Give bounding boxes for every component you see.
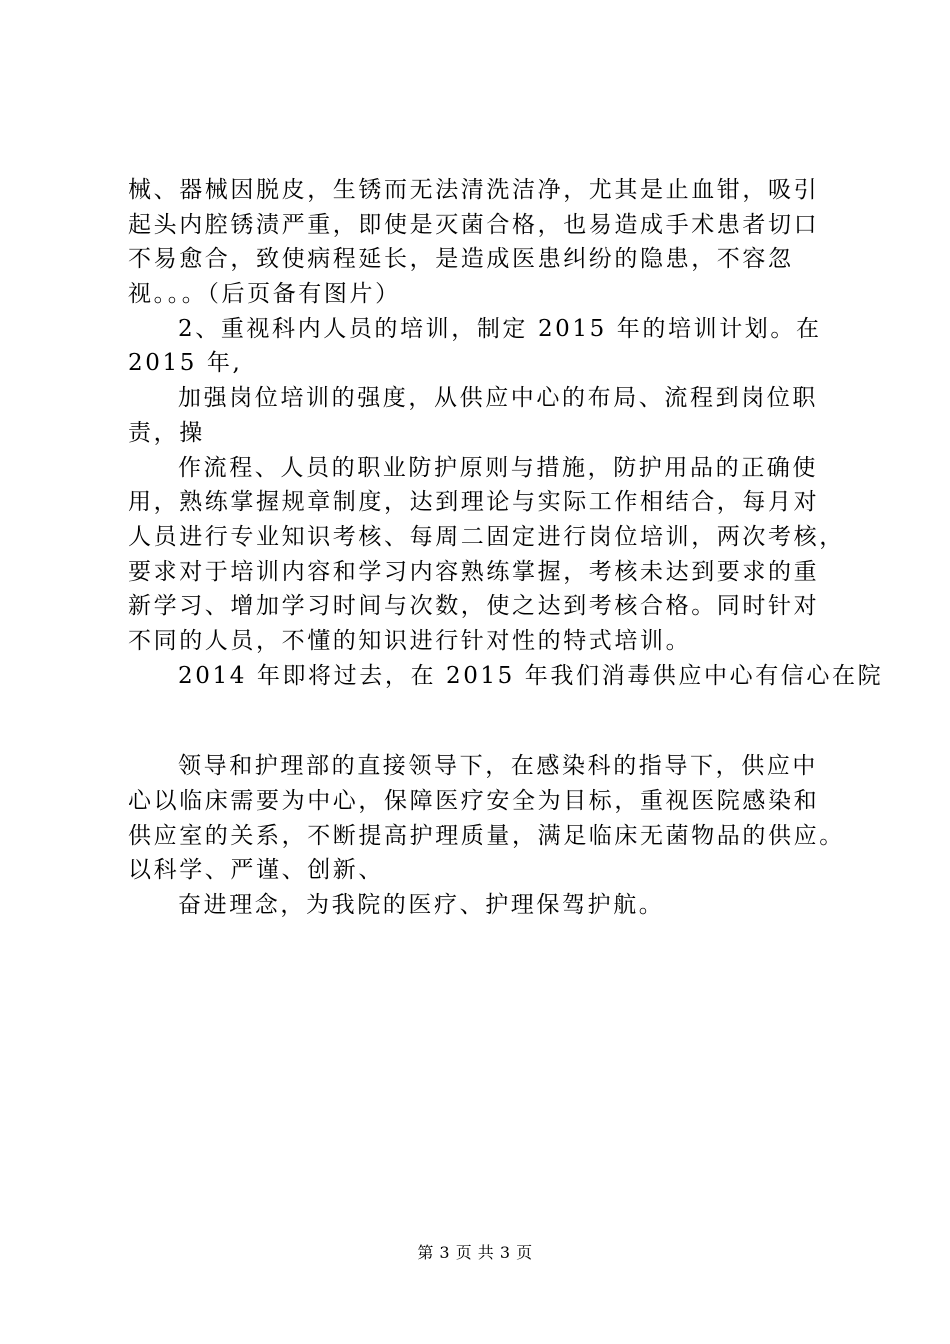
text-line: 以科学、严谨、创新、 [128,857,384,884]
text-line: 人员进行专业知识考核、每周二固定进行岗位培训，两次考核， [128,523,845,550]
text-line: 起头内腔锈渍严重，即使是灭菌合格，也易造成手术患者切口 [128,211,820,238]
text-line: 2015 年, [128,350,243,377]
text-line: 加强岗位培训的强度，从供应中心的布局、流程到岗位职 [178,385,818,412]
text-line: 领导和护理部的直接领导下，在感染科的指导下，供应中 [178,753,818,780]
text-line: 不同的人员，不懂的知识进行针对性的特式培训。 [128,627,692,654]
text-line: 奋进理念，为我院的医疗、护理保驾护航。 [178,892,665,919]
text-line: 2、重视科内人员的培训，制定 2015 年的培训计划。在 [178,315,822,342]
text-line: 用，熟练掌握规章制度，达到理论与实际工作相结合，每月对 [128,489,820,516]
text-line: 心以临床需要为中心，保障医疗安全为目标，重视医院感染和 [128,788,820,814]
text-line: 视。。。（后页备有图片） [128,281,401,308]
page-number-footer: 第 3 页 共 3 页 [417,1243,533,1262]
text-line: 械、器械因脱皮，生锈而无法清洗洁净，尤其是止血钳，吸引 [128,177,820,203]
text-line: 2014 年即将过去，在 2015 年我们消毒供应中心有信心在院 [178,662,884,689]
text-line: 不易愈合，致使病程延长，是造成医患纠纷的隐患，不容忽 [128,246,794,273]
text-line: 要求对于培训内容和学习内容熟练掌握，考核未达到要求的重 [128,558,820,585]
text-line: 作流程、人员的职业防护原则与措施，防护用品的正确使 [178,454,818,481]
text-line: 供应室的关系，不断提高护理质量，满足临床无菌物品的供应。 [128,822,845,849]
text-line: 新学习、增加学习时间与次数，使之达到考核合格。同时针对 [128,593,820,620]
paragraph-gap [128,693,834,749]
text-line: 责，操 [128,419,205,446]
body-text [128,173,884,923]
